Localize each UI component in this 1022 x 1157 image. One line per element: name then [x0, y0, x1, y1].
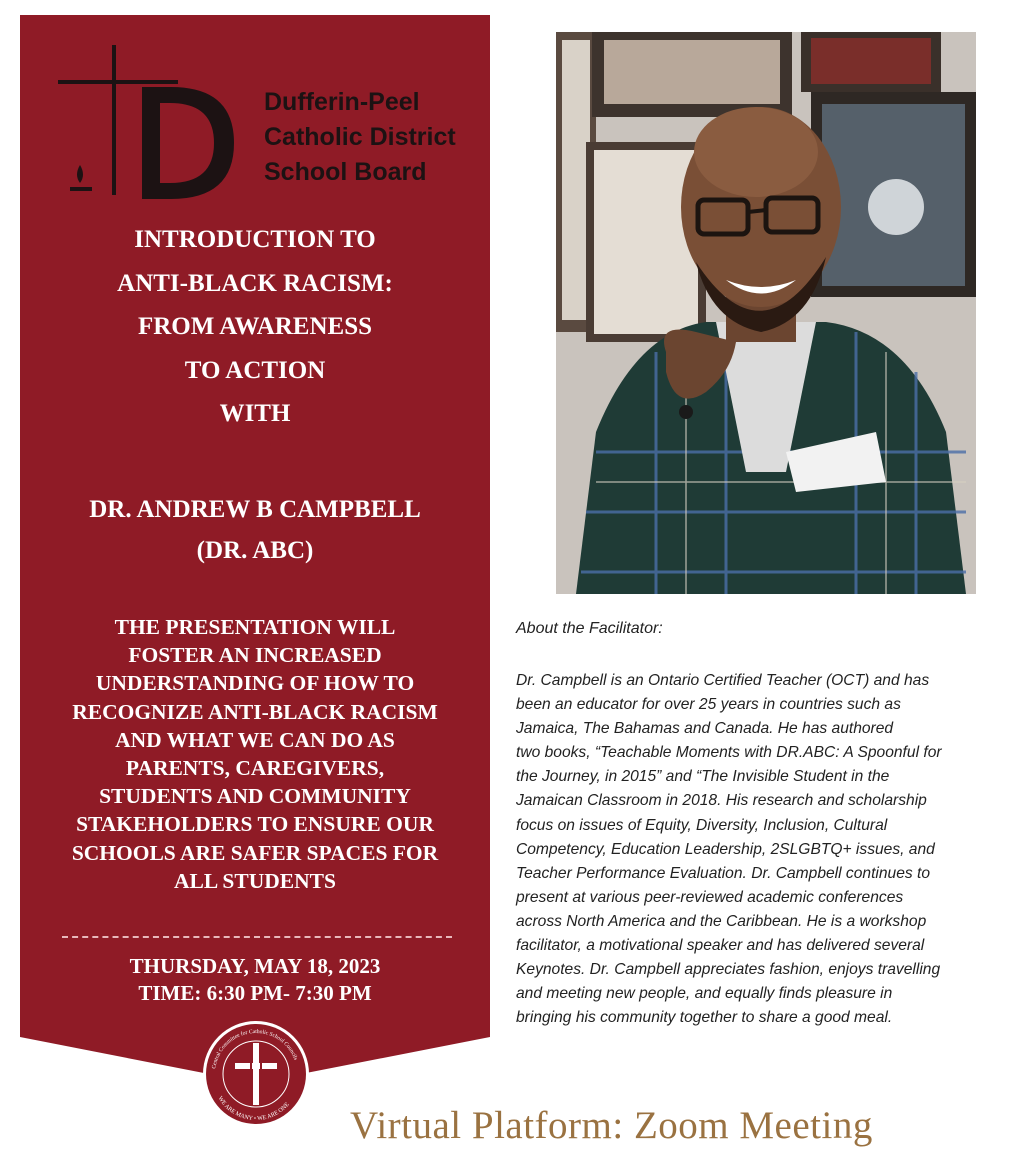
about-heading: About the Facilitator: — [516, 620, 663, 637]
title-line: WITH — [219, 400, 291, 427]
about-line: present at various peer-reviewed academic conferences — [516, 888, 904, 906]
event-time: TIME: 6:30 PM- 7:30 PM — [138, 981, 372, 1005]
description-line: STAKEHOLDERS TO ENSURE OUR — [76, 812, 434, 837]
about-line: Keynotes. Dr. Campbell appreciates fashion, enjoys travelling — [516, 961, 941, 979]
event-banner — [20, 15, 490, 1123]
about-line: Dr. Campbell is an Ontario Certified Teacher (OCT) and has — [516, 672, 930, 689]
description-line: STUDENTS AND COMMUNITY — [99, 784, 411, 809]
event-date: THURSDAY, MAY 18, 2023 — [129, 954, 381, 978]
facilitator-photo — [556, 32, 976, 594]
about-line: two books, “Teachable Moments with DR.ABC: A Spoonful for — [516, 744, 942, 762]
about-line: the Journey, in 2015” and “The Invisible Student in the — [516, 768, 890, 786]
council-seal-icon — [201, 1019, 311, 1129]
speaker-name — [20, 489, 490, 571]
logo-line: Dufferin-Peel — [264, 88, 420, 116]
logo-mark-icon — [56, 27, 256, 207]
description-line: UNDERSTANDING OF HOW TO — [95, 671, 415, 696]
event-description — [20, 613, 490, 895]
school-board-logo — [56, 27, 496, 207]
about-line: bringing his community together to share a good meal. — [516, 1009, 893, 1027]
title-line: ANTI-BLACK RACISM: — [117, 269, 393, 297]
about-line: across North America and the Caribbean. He is a workshop — [516, 912, 927, 930]
description-line: PARENTS, CAREGIVERS, — [125, 756, 385, 781]
logo-line: Catholic District — [264, 123, 456, 151]
title-line: INTRODUCTION TO — [134, 226, 376, 253]
description-line: THE PRESENTATION WILL — [114, 615, 396, 639]
facilitator-portrait — [556, 32, 976, 594]
about-line: Competency, Education Leadership, 2SLGBTQ+ issues, and — [516, 840, 935, 858]
seal-top-text: Central Committee for Catholic School Councils — [211, 1028, 299, 1070]
title-line: TO ACTION — [184, 356, 326, 384]
speaker-line: DR. ANDREW B CAMPBELL — [89, 496, 421, 523]
about-body — [516, 669, 1016, 1030]
description-line: AND WHAT WE CAN DO AS — [115, 727, 395, 752]
about-line: and meeting new people, and equally finds pleasure in — [516, 985, 893, 1003]
dashed-divider — [62, 936, 452, 938]
logo-line: School Board — [264, 158, 427, 186]
school-board-name — [264, 85, 456, 190]
about-line: focus on issues of Equity, Diversity, Inclusion, Cultural — [516, 816, 888, 834]
about-line: Jamaican Classroom in 2018. His research and scholarship — [516, 792, 927, 810]
virtual-platform-label: Virtual Platform: Zoom Meeting — [350, 1104, 873, 1147]
description-line: ALL STUDENTS — [174, 868, 336, 893]
description-line: FOSTER AN INCREASED — [128, 643, 382, 668]
about-line: facilitator, a motivational speaker and has delivered several — [516, 937, 925, 955]
description-line: SCHOOLS ARE SAFER SPACES FOR — [71, 840, 439, 865]
about-line: Teacher Performance Evaluation. Dr. Campbell continues to — [516, 864, 931, 882]
event-title — [20, 218, 490, 436]
about-line: been an educator for over 25 years in countries such as — [516, 696, 901, 714]
event-datetime — [20, 953, 490, 1007]
seal-bottom-text: WE ARE MANY • WE ARE ONE — [216, 1095, 291, 1123]
title-line: FROM AWARENESS — [137, 313, 373, 340]
speaker-line: (DR. ABC) — [196, 537, 314, 564]
description-line: RECOGNIZE ANTI-BLACK RACISM — [72, 699, 438, 724]
about-line: Jamaica, The Bahamas and Canada. He has authored — [516, 720, 894, 738]
